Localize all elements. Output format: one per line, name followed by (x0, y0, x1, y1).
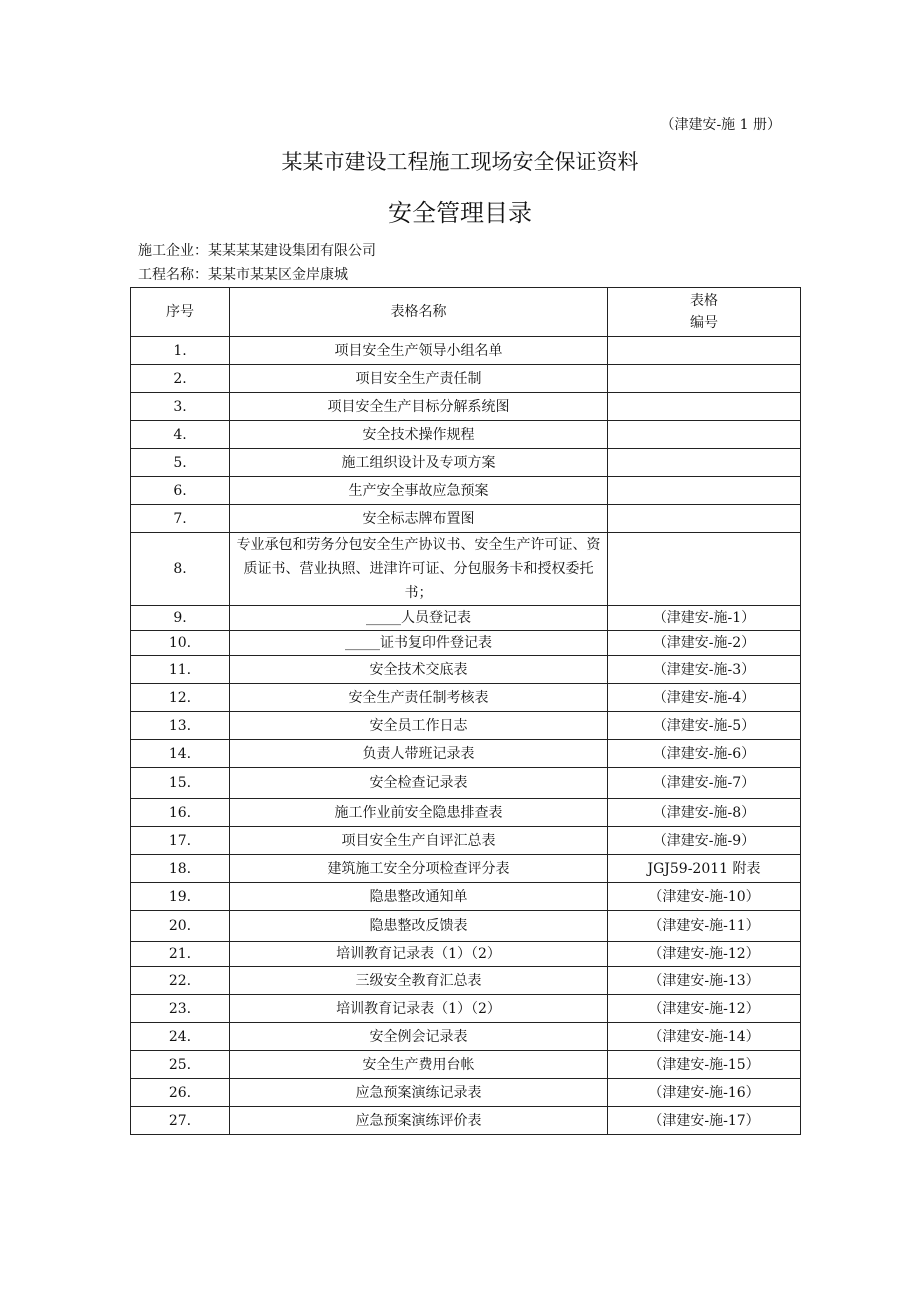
row-no: 1. (131, 337, 230, 365)
table-row (131, 827, 801, 855)
row-no: 5. (131, 449, 230, 477)
row-code: （津建安-施-8） (608, 799, 801, 827)
row-code (608, 477, 801, 505)
row-name: 建筑施工安全分项检查评分表 (230, 855, 608, 883)
row-name: 安全生产责任制考核表 (230, 684, 608, 712)
header-code-line1: 表格 (690, 293, 718, 309)
row-no: 27. (131, 1107, 230, 1135)
table-row (131, 337, 801, 365)
table-row (131, 684, 801, 712)
row-name: _____证书复印件登记表 (230, 631, 608, 656)
table-row (131, 855, 801, 883)
row-code: （津建安-施-9） (608, 827, 801, 855)
table-row (131, 631, 801, 656)
row-no: 17. (131, 827, 230, 855)
row-name: 隐患整改反馈表 (230, 911, 608, 942)
row-no: 19. (131, 883, 230, 911)
document-subtitle: 安全管理目录 (388, 199, 532, 227)
row-no: 22. (131, 967, 230, 995)
row-name: 生产安全事故应急预案 (230, 477, 608, 505)
row-no: 14. (131, 740, 230, 768)
row-name: 安全员工作日志 (230, 712, 608, 740)
row-no: 8. (131, 533, 230, 606)
row-name: 负责人带班记录表 (230, 740, 608, 768)
row-code (608, 505, 801, 533)
row-no: 6. (131, 477, 230, 505)
row-no: 25. (131, 1051, 230, 1079)
row-name: 安全检查记录表 (230, 768, 608, 799)
row-code (608, 533, 801, 606)
table-row (131, 533, 801, 606)
row-no: 26. (131, 1079, 230, 1107)
row-code (608, 337, 801, 365)
row-code: （津建安-施-3） (608, 656, 801, 684)
table-row (131, 883, 801, 911)
contents-table (130, 287, 801, 1135)
row-name: _____人员登记表 (230, 606, 608, 631)
row-name: 三级安全教育汇总表 (230, 967, 608, 995)
row-name: 安全标志牌布置图 (230, 505, 608, 533)
table-row (131, 799, 801, 827)
header-code-line2: 编号 (690, 315, 718, 331)
row-no: 10. (131, 631, 230, 656)
table-row (131, 393, 801, 421)
document-title: 某某市建设工程施工现场安全保证资料 (281, 150, 639, 174)
row-name: 培训教育记录表（1）（2） (230, 942, 608, 967)
table-row (131, 740, 801, 768)
row-name: 隐患整改通知单 (230, 883, 608, 911)
project-label: 工程名称： (138, 267, 208, 283)
row-name: 专业承包和劳务分包安全生产协议书、安全生产许可证、资质证书、营业执照、进津许可证、分包服务卡和授权委托书； (230, 533, 608, 606)
row-no: 16. (131, 799, 230, 827)
row-code (608, 449, 801, 477)
table-row (131, 449, 801, 477)
row-name: 施工作业前安全隐患排查表 (230, 799, 608, 827)
row-code: （津建安-施-14） (608, 1023, 801, 1051)
table-row (131, 365, 801, 393)
row-no: 18. (131, 855, 230, 883)
project-line (138, 264, 348, 284)
row-no: 21. (131, 942, 230, 967)
volume-label: （津建安-施 1 册） (660, 117, 781, 133)
row-code: （津建安-施-17） (608, 1107, 801, 1135)
row-no: 15. (131, 768, 230, 799)
row-no: 2. (131, 365, 230, 393)
row-code: （津建安-施-1） (608, 606, 801, 631)
row-code: （津建安-施-6） (608, 740, 801, 768)
row-name: 项目安全生产目标分解系统图 (230, 393, 608, 421)
row-name: 项目安全生产自评汇总表 (230, 827, 608, 855)
row-name: 施工组织设计及专项方案 (230, 449, 608, 477)
table-row (131, 768, 801, 799)
row-name: 培训教育记录表（1）（2） (230, 995, 608, 1023)
table-row (131, 477, 801, 505)
header-name: 表格名称 (230, 288, 608, 337)
company-line (138, 240, 376, 260)
table-row (131, 967, 801, 995)
company-label: 施工企业： (138, 243, 208, 259)
row-code (608, 365, 801, 393)
company-value: 某某某某建设集团有限公司 (208, 243, 376, 259)
row-code: （津建安-施-10） (608, 883, 801, 911)
row-name: 应急预案演练记录表 (230, 1079, 608, 1107)
table-row (131, 1023, 801, 1051)
row-code: （津建安-施-2） (608, 631, 801, 656)
row-code: （津建安-施-13） (608, 967, 801, 995)
row-code (608, 393, 801, 421)
row-no: 23. (131, 995, 230, 1023)
table-row (131, 606, 801, 631)
row-name: 安全生产费用台帐 (230, 1051, 608, 1079)
row-no: 3. (131, 393, 230, 421)
table-row (131, 505, 801, 533)
row-name: 项目安全生产责任制 (230, 365, 608, 393)
table-row (131, 942, 801, 967)
row-no: 9. (131, 606, 230, 631)
project-value: 某某市某某区金岸康城 (208, 267, 348, 283)
table-row (131, 1079, 801, 1107)
row-code: （津建安-施-12） (608, 942, 801, 967)
row-code: （津建安-施-7） (608, 768, 801, 799)
row-code: （津建安-施-15） (608, 1051, 801, 1079)
row-name: 项目安全生产领导小组名单 (230, 337, 608, 365)
row-no: 11. (131, 656, 230, 684)
row-name: 安全技术交底表 (230, 656, 608, 684)
row-no: 7. (131, 505, 230, 533)
header-code (608, 288, 801, 337)
table-row (131, 995, 801, 1023)
table-row (131, 712, 801, 740)
row-name: 应急预案演练评价表 (230, 1107, 608, 1135)
row-code: （津建安-施-5） (608, 712, 801, 740)
header-no: 序号 (131, 288, 230, 337)
row-no: 13. (131, 712, 230, 740)
table-row (131, 1107, 801, 1135)
row-code: （津建安-施-16） (608, 1079, 801, 1107)
table-row (131, 656, 801, 684)
row-no: 12. (131, 684, 230, 712)
table-row (131, 1051, 801, 1079)
row-no: 20. (131, 911, 230, 942)
row-code: （津建安-施-11） (608, 911, 801, 942)
row-code: JGJ59-2011 附表 (608, 855, 801, 883)
row-no: 4. (131, 421, 230, 449)
table-row (131, 911, 801, 942)
table-header-row (131, 288, 801, 337)
row-code: （津建安-施-12） (608, 995, 801, 1023)
row-code (608, 421, 801, 449)
row-no: 24. (131, 1023, 230, 1051)
row-name: 安全例会记录表 (230, 1023, 608, 1051)
row-code: （津建安-施-4） (608, 684, 801, 712)
table-row (131, 421, 801, 449)
row-name: 安全技术操作规程 (230, 421, 608, 449)
